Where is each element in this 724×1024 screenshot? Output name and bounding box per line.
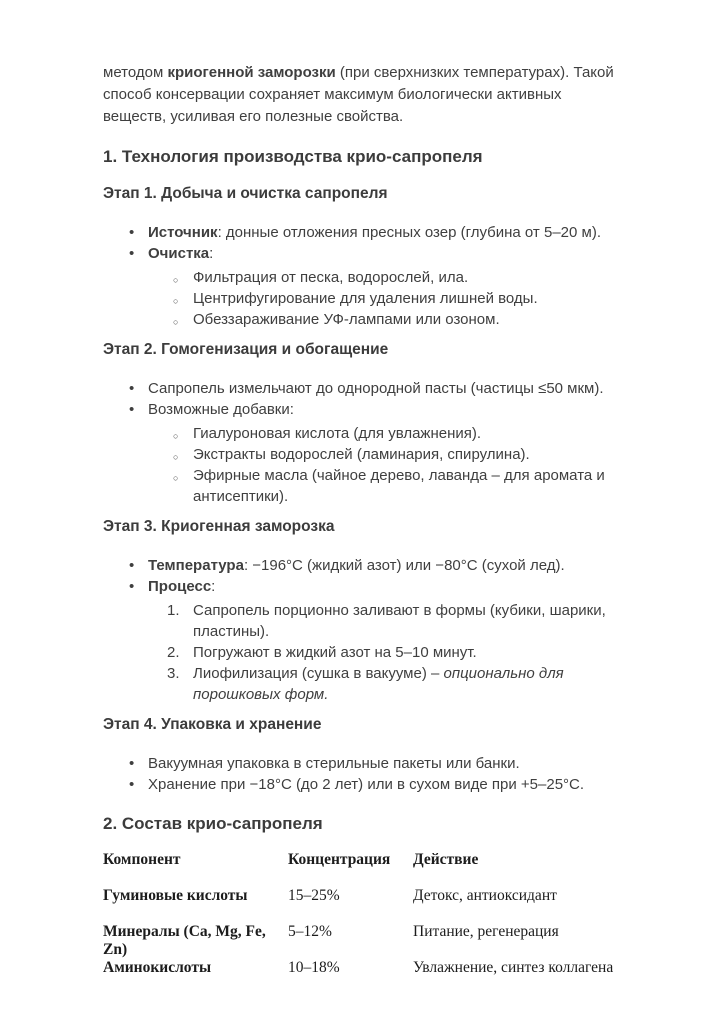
numbered-step xyxy=(103,600,620,642)
cell-component: Минералы (Ca, Mg, Fe, Zn) xyxy=(103,923,266,958)
stage-1-bullet-list xyxy=(103,222,620,264)
column-header-action: Действие xyxy=(413,851,479,868)
stage-2-sub-bullet-list xyxy=(103,423,620,507)
section-1-title: 1. Технология производства крио-сапропеля xyxy=(103,147,483,166)
step-number: 2. xyxy=(167,644,180,661)
cell-concentration: 10–18% xyxy=(288,959,340,976)
cell-concentration: 5–12% xyxy=(288,923,332,940)
step-text: Сапропель порционно заливают в формы (кубики, шарики, пластины). xyxy=(193,602,606,640)
list-item: • Вакуумная упаковка в стерильные пакеты или банки. xyxy=(103,753,620,774)
step-number: 1. xyxy=(167,602,180,619)
numbered-step xyxy=(103,642,620,663)
list-item xyxy=(103,555,620,576)
intro-paragraph xyxy=(103,62,620,128)
stage-2-heading: Этап 2. Гомогенизация и обогащение xyxy=(103,341,389,358)
list-item: ○ Гиалуроновая кислота (для увлажнения). xyxy=(103,423,620,444)
list-item: ○ Эфирные масла (чайное дерево, лаванда – для аромата и антисептики). xyxy=(103,465,620,507)
stage-3-bullet-list xyxy=(103,555,620,597)
bullet-text: : xyxy=(209,245,214,262)
numbered-step xyxy=(103,663,620,705)
table-row xyxy=(103,923,623,959)
bullet-text: : −196°C (жидкий азот) или −80°C (сухой лед). xyxy=(243,557,565,574)
bullet-lead-bold: Источник xyxy=(148,224,218,241)
step-text: Лиофилизация (сушка в вакууме) – xyxy=(193,665,444,682)
bullet-lead-bold: Процесс xyxy=(148,578,212,595)
list-item: ○ Фильтрация от песка, водорослей, ила. xyxy=(103,267,620,288)
cell-action: Детокс, антиоксидант xyxy=(413,887,557,904)
stage-2-bullet-list xyxy=(103,378,620,420)
step-number: 3. xyxy=(167,665,180,682)
bullet-lead-bold: Температура xyxy=(148,557,244,574)
cell-component: Аминокислоты xyxy=(103,959,212,976)
intro-text-pre: методом xyxy=(103,64,168,81)
list-item xyxy=(103,222,620,243)
stage-1-sub-bullet-list xyxy=(103,267,620,330)
column-header-component: Компонент xyxy=(103,851,181,868)
bullet-text: : донные отложения пресных озер (глубина от 5–20 м). xyxy=(217,224,601,241)
composition-table xyxy=(103,851,623,995)
step-text-italic: опционально для порошковых форм. xyxy=(193,665,564,703)
list-item: • Сапропель измельчают до однородной пасты (частицы ≤50 мкм). xyxy=(103,378,620,399)
intro-text-bold: криогенной заморозки xyxy=(167,64,336,81)
cell-action: Питание, регенерация xyxy=(413,923,559,940)
stage-4-bullet-list xyxy=(103,753,620,795)
stage-3-heading: Этап 3. Криогенная заморозка xyxy=(103,518,335,535)
cell-concentration: 15–25% xyxy=(288,887,340,904)
bullet-text: : xyxy=(211,578,216,595)
list-item: • Хранение при −18°C (до 2 лет) или в сухом виде при +5–25°C. xyxy=(103,774,620,795)
list-item xyxy=(103,243,620,264)
table-header-row xyxy=(103,851,623,887)
bullet-lead-bold: Очистка xyxy=(148,245,210,262)
list-item: ○ Центрифугирование для удаления лишней воды. xyxy=(103,288,620,309)
list-item: • Возможные добавки: xyxy=(103,399,620,420)
step-text: Погружают в жидкий азот на 5–10 минут. xyxy=(193,644,477,661)
intro-text-post: (при сверхнизких температурах). Такой способ консервации сохраняет максимум биологически активных веществ, усиливая его полезные свойства. xyxy=(103,64,614,125)
stage-1-heading: Этап 1. Добыча и очистка сапропеля xyxy=(103,185,388,202)
list-item xyxy=(103,576,620,597)
cell-action: Увлажнение, синтез коллагена xyxy=(413,959,614,976)
cell-component: Гуминовые кислоты xyxy=(103,887,248,904)
stage-3-numbered-list xyxy=(103,600,620,705)
list-item: ○ Обеззараживание УФ-лампами или озоном. xyxy=(103,309,620,330)
table-row xyxy=(103,887,623,923)
section-2-title: 2. Состав крио-сапропеля xyxy=(103,814,323,833)
list-item: ○ Экстракты водорослей (ламинария, спирулина). xyxy=(103,444,620,465)
table-row xyxy=(103,959,623,995)
column-header-concentration: Концентрация xyxy=(288,851,391,868)
stage-4-heading: Этап 4. Упаковка и хранение xyxy=(103,716,322,733)
